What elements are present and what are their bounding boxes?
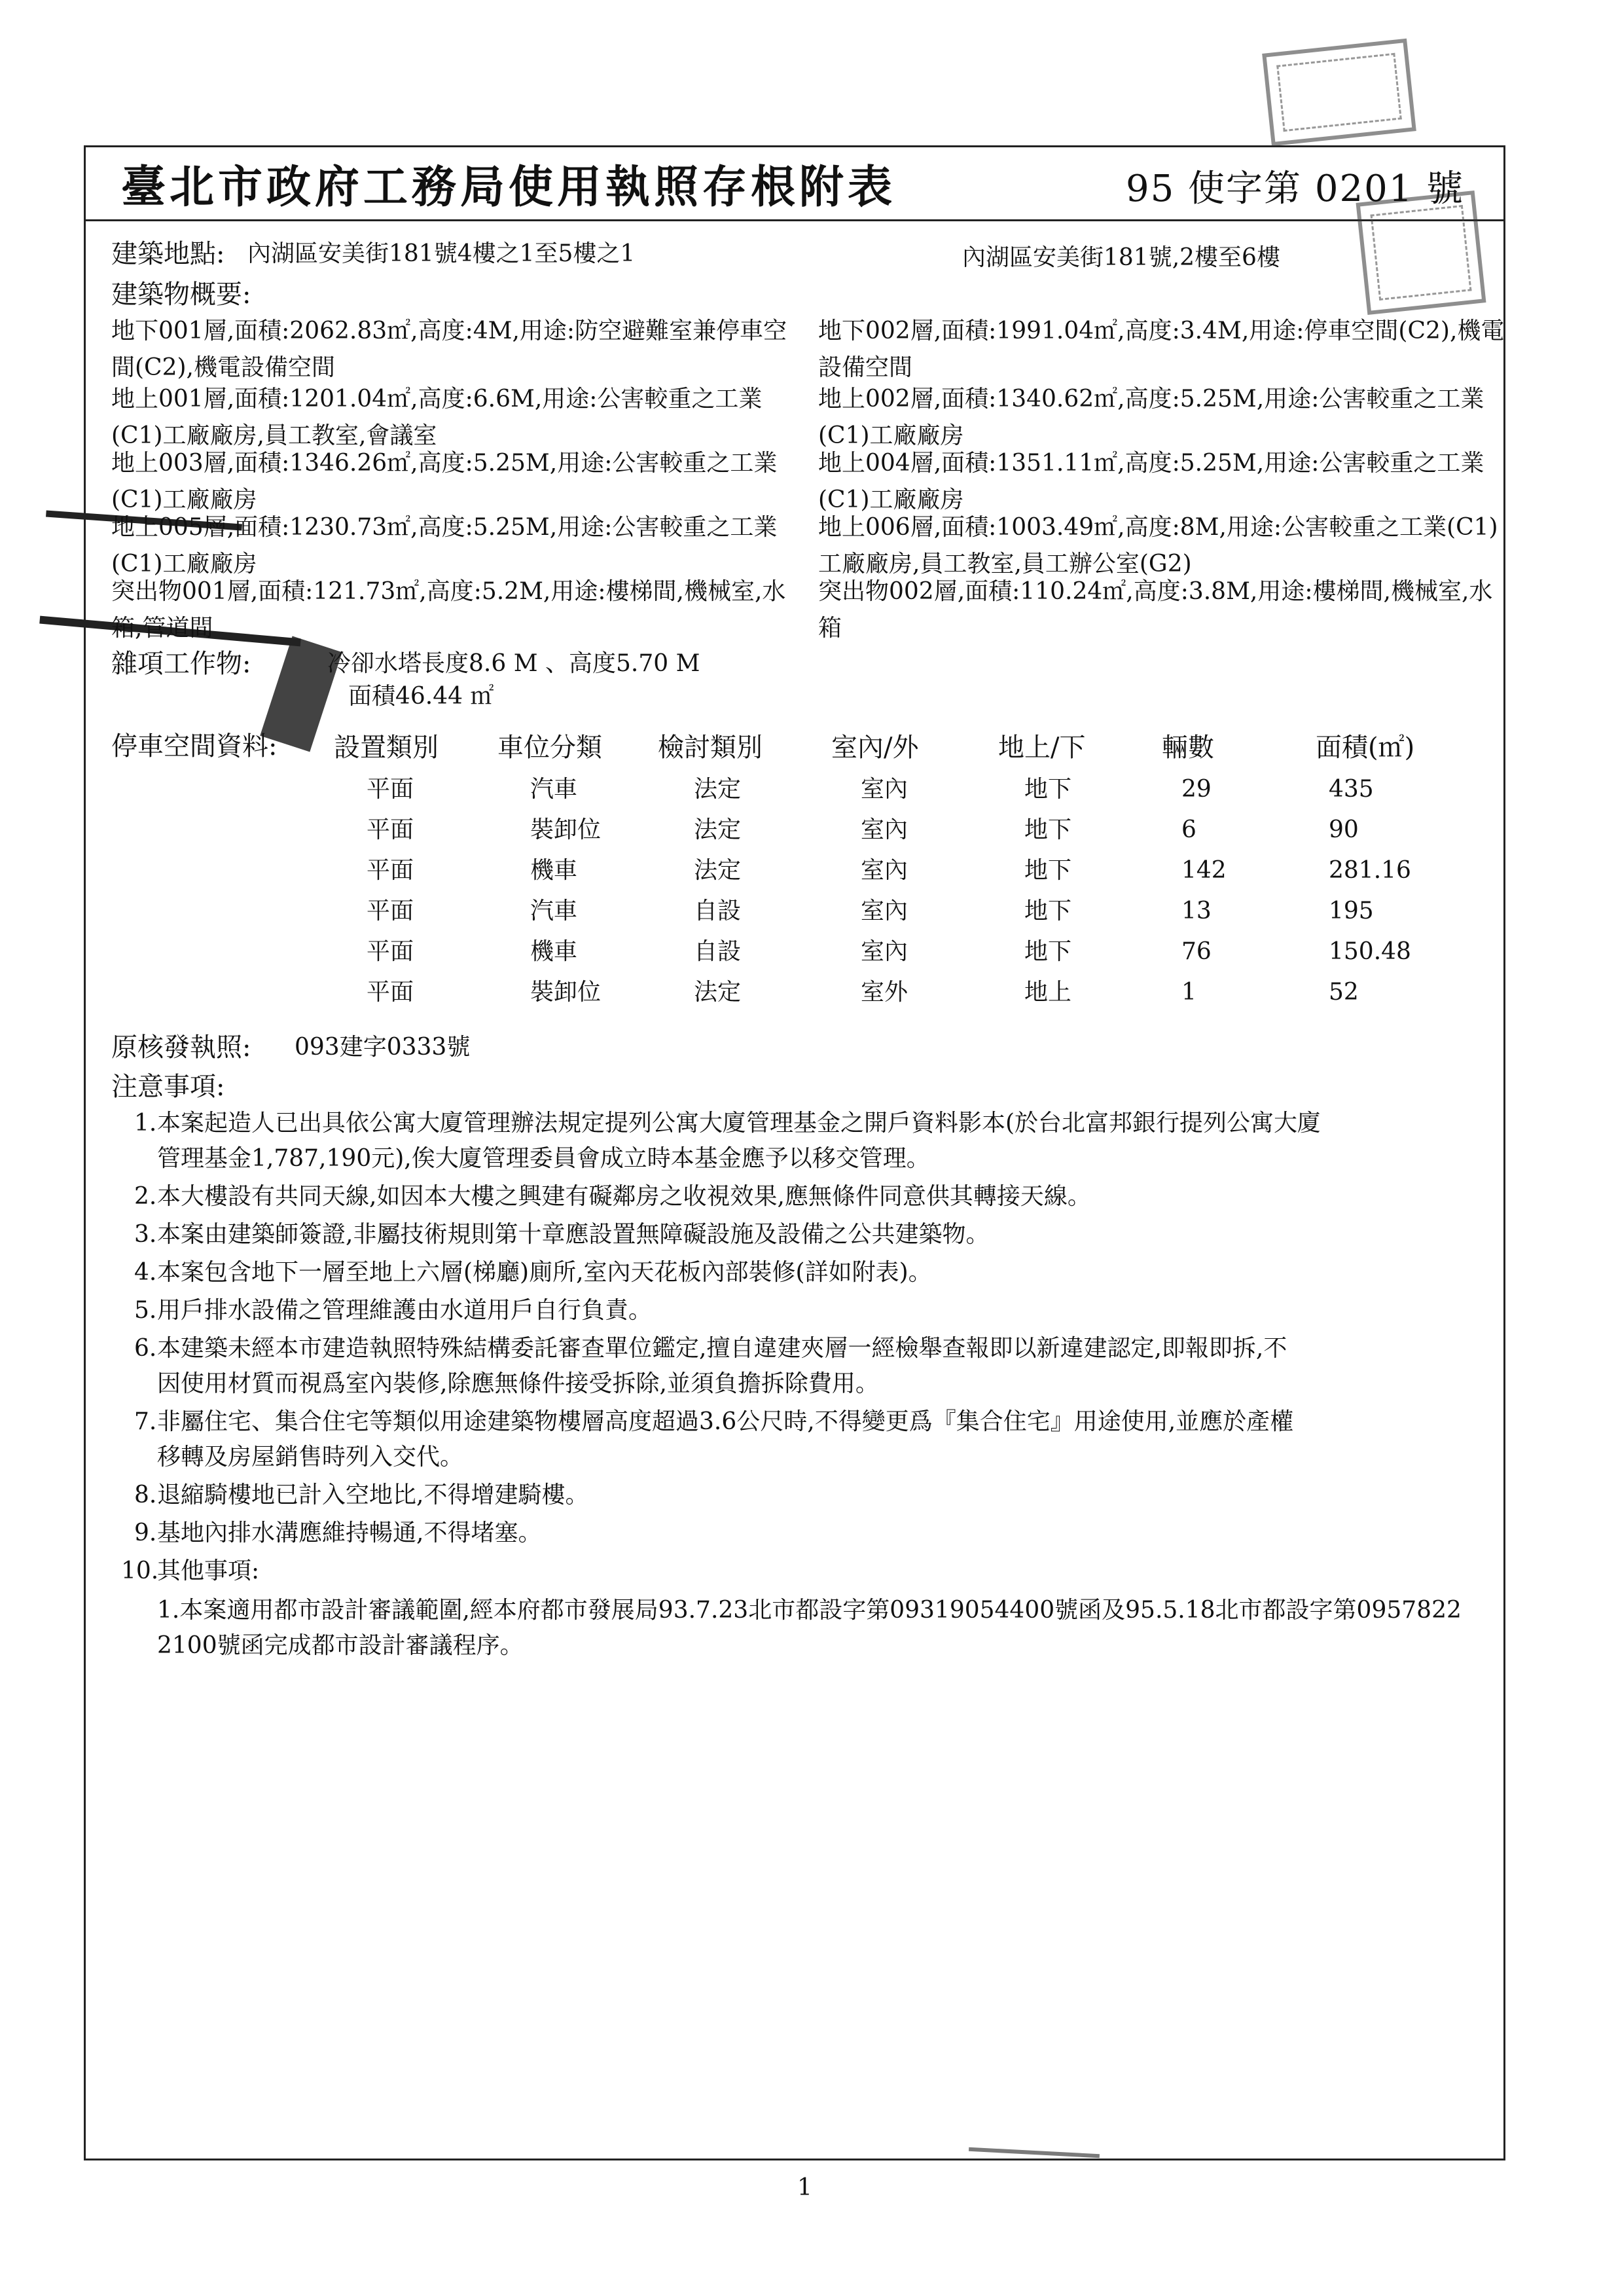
parking-cell: 室內 xyxy=(861,857,908,884)
parking-header: 面積(㎡) xyxy=(1316,733,1415,763)
parking-cell: 自設 xyxy=(694,898,742,924)
parking-cell: 13 xyxy=(1181,898,1212,924)
note-text: 非屬住宅、集合住宅等類似用途建築物樓層高度超過3.6公尺時,不得變更爲『集合住宅』用途使用,並應於產權 xyxy=(157,1408,1294,1435)
parking-cell: 法定 xyxy=(694,979,742,1006)
note-number: 6. xyxy=(134,1335,157,1362)
parking-cell: 地下 xyxy=(1024,857,1072,884)
floor-1: 地上001層,面積:1201.04㎡,高度:6.6M,用途:公害較重之工業(C1)工廠廠房,員工教室,會議室 xyxy=(111,386,763,449)
misc-label: 雜項工作物: xyxy=(111,649,251,679)
stamp-top xyxy=(1262,39,1416,146)
note-number: 10. xyxy=(121,1558,159,1584)
misc-line1: 冷卻水塔長度8.6 M 、高度5.70 M xyxy=(327,650,700,677)
parking-cell: 裝卸位 xyxy=(530,816,602,843)
note-text: 本建築未經本市建造執照特殊結構委託審查單位鑑定,擅自違建夾層一經檢舉查報即以新違建認定,即報即拆,不 xyxy=(157,1335,1287,1362)
parking-cell: 地下 xyxy=(1024,938,1072,965)
note-number: 8. xyxy=(134,1482,157,1508)
note-text: 退縮騎樓地已計入空地比,不得增建騎樓。 xyxy=(157,1482,589,1508)
floor-b1: 地下001層,面積:2062.83㎡,高度:4M,用途:防空避難室兼停車空間(C2),機電設備空間 xyxy=(111,318,787,381)
parking-cell: 281.16 xyxy=(1329,857,1411,884)
page-title: 臺北市政府工務局使用執照存根附表 xyxy=(121,161,897,213)
parking-cell: 435 xyxy=(1329,776,1374,803)
note-text: 本案起造人已出具依公寓大廈管理辦法規定提列公寓大廈管理基金之開戶資料影本(於台北富邦銀行提列公寓大廈 xyxy=(157,1110,1321,1137)
parking-cell: 平面 xyxy=(367,776,414,803)
parking-header: 地上/下 xyxy=(998,733,1086,763)
note-number: 4. xyxy=(134,1259,157,1286)
floor-3: 地上003層,面積:1346.26㎡,高度:5.25M,用途:公害較重之工業(C1)工廠廠房 xyxy=(111,450,778,513)
parking-cell: 平面 xyxy=(367,979,414,1006)
note-number: 3. xyxy=(134,1221,157,1248)
floor-r1: 突出物001層,面積:121.73㎡,高度:5.2M,用途:樓梯間,機械室,水箱,管道間 xyxy=(111,578,786,642)
floor-b2: 地下002層,面積:1991.04㎡,高度:3.4M,用途:停車空間(C2),機電設備空間 xyxy=(818,318,1505,381)
other-note-text: 1.本案適用都市設計審議範圍,經本府都市發展局93.7.23北市都設字第09319054400號函及95.5.18北市都設字第0957822 xyxy=(157,1597,1462,1624)
note-text: 本案包含地下一層至地上六層(梯廳)廁所,室內天花板內部裝修(詳如附表)。 xyxy=(157,1259,932,1286)
floor-4: 地上004層,面積:1351.11㎡,高度:5.25M,用途:公害較重之工業(C1)工廠廠房 xyxy=(818,450,1484,513)
permit-number: 95 使字第 0201 號 xyxy=(1126,168,1465,210)
parking-cell: 地上 xyxy=(1024,979,1072,1006)
parking-cell: 自設 xyxy=(694,938,742,965)
parking-cell: 室外 xyxy=(861,979,908,1006)
note-number: 9. xyxy=(134,1520,157,1546)
note-number: 1. xyxy=(134,1110,157,1137)
parking-cell: 法定 xyxy=(694,776,742,803)
parking-header: 輛數 xyxy=(1162,733,1214,763)
note-number: 5. xyxy=(134,1297,157,1324)
parking-cell: 平面 xyxy=(367,816,414,843)
note-text: 因使用材質而視爲室內裝修,除應無條件接受拆除,並須負擔拆除費用。 xyxy=(157,1370,879,1397)
other-note-text: 2100號函完成都市設計審議程序。 xyxy=(157,1632,524,1659)
parking-cell: 平面 xyxy=(367,898,414,924)
parking-cell: 地下 xyxy=(1024,898,1072,924)
floor-2: 地上002層,面積:1340.62㎡,高度:5.25M,用途:公害較重之工業(C1)工廠廠房 xyxy=(818,386,1484,449)
floor-r2: 突出物002層,面積:110.24㎡,高度:3.8M,用途:樓梯間,機械室,水箱 xyxy=(818,578,1493,642)
parking-cell: 150.48 xyxy=(1329,938,1411,965)
original-permit-label: 原核發執照: xyxy=(111,1032,251,1063)
note-text: 基地內排水溝應維持暢通,不得堵塞。 xyxy=(157,1520,542,1546)
parking-cell: 機車 xyxy=(530,857,578,884)
parking-header: 設置類別 xyxy=(334,733,439,763)
notes-label: 注意事項: xyxy=(111,1072,225,1102)
note-text: 移轉及房屋銷售時列入交代。 xyxy=(157,1444,464,1470)
overview-label: 建築物概要: xyxy=(111,280,251,310)
floor-6: 地上006層,面積:1003.49㎡,高度:8M,用途:公害較重之工業(C1)工廠廠房,員工教室,員工辦公室(G2) xyxy=(818,514,1498,577)
parking-cell: 平面 xyxy=(367,857,414,884)
parking-cell: 機車 xyxy=(530,938,578,965)
parking-cell: 室內 xyxy=(861,776,908,803)
location-right: 內湖區安美街181號,2樓至6樓 xyxy=(962,244,1280,271)
parking-cell: 室內 xyxy=(861,938,908,965)
original-permit-value: 093建字0333號 xyxy=(295,1034,471,1061)
title-divider xyxy=(84,219,1505,221)
parking-cell: 76 xyxy=(1181,938,1212,965)
parking-cell: 法定 xyxy=(694,816,742,843)
parking-cell: 29 xyxy=(1181,776,1212,803)
parking-cell: 室內 xyxy=(861,898,908,924)
location-left: 內湖區安美街181號4樓之1至5樓之1 xyxy=(247,240,636,267)
note-text: 本案由建築師簽證,非屬技術規則第十章應設置無障礙設施及設備之公共建築物。 xyxy=(157,1221,990,1248)
parking-cell: 平面 xyxy=(367,938,414,965)
misc-line2: 面積46.44 ㎡ xyxy=(348,683,494,710)
parking-cell: 142 xyxy=(1181,857,1227,884)
parking-cell: 6 xyxy=(1181,816,1196,843)
parking-cell: 法定 xyxy=(694,857,742,884)
parking-cell: 地下 xyxy=(1024,776,1072,803)
parking-cell: 地下 xyxy=(1024,816,1072,843)
parking-cell: 90 xyxy=(1329,816,1359,843)
note-number: 7. xyxy=(134,1408,157,1435)
parking-label: 停車空間資料: xyxy=(111,731,278,761)
parking-cell: 52 xyxy=(1329,979,1359,1006)
note-text: 管理基金1,787,190元),俟大廈管理委員會成立時本基金應予以移交管理。 xyxy=(157,1145,930,1172)
note-text: 本大樓設有共同天線,如因本大樓之興建有礙鄰房之收視效果,應無條件同意供其轉接天線。 xyxy=(157,1183,1091,1210)
parking-header: 室內/外 xyxy=(831,733,919,763)
parking-header: 檢討類別 xyxy=(658,733,763,763)
parking-cell: 汽車 xyxy=(530,776,578,803)
parking-cell: 1 xyxy=(1181,979,1196,1006)
note-number: 2. xyxy=(134,1183,157,1210)
parking-cell: 室內 xyxy=(861,816,908,843)
parking-header: 車位分類 xyxy=(497,733,602,763)
parking-cell: 195 xyxy=(1329,898,1374,924)
location-label: 建築地點: xyxy=(111,239,225,269)
note-text: 其他事項: xyxy=(157,1558,260,1584)
floor-5: 地上005層,面積:1230.73㎡,高度:5.25M,用途:公害較重之工業(C1)工廠廠房 xyxy=(111,514,778,577)
parking-cell: 裝卸位 xyxy=(530,979,602,1006)
parking-cell: 汽車 xyxy=(530,898,578,924)
note-text: 用戶排水設備之管理維護由水道用戶自行負責。 xyxy=(157,1297,653,1324)
page-number: 1 xyxy=(797,2174,812,2201)
